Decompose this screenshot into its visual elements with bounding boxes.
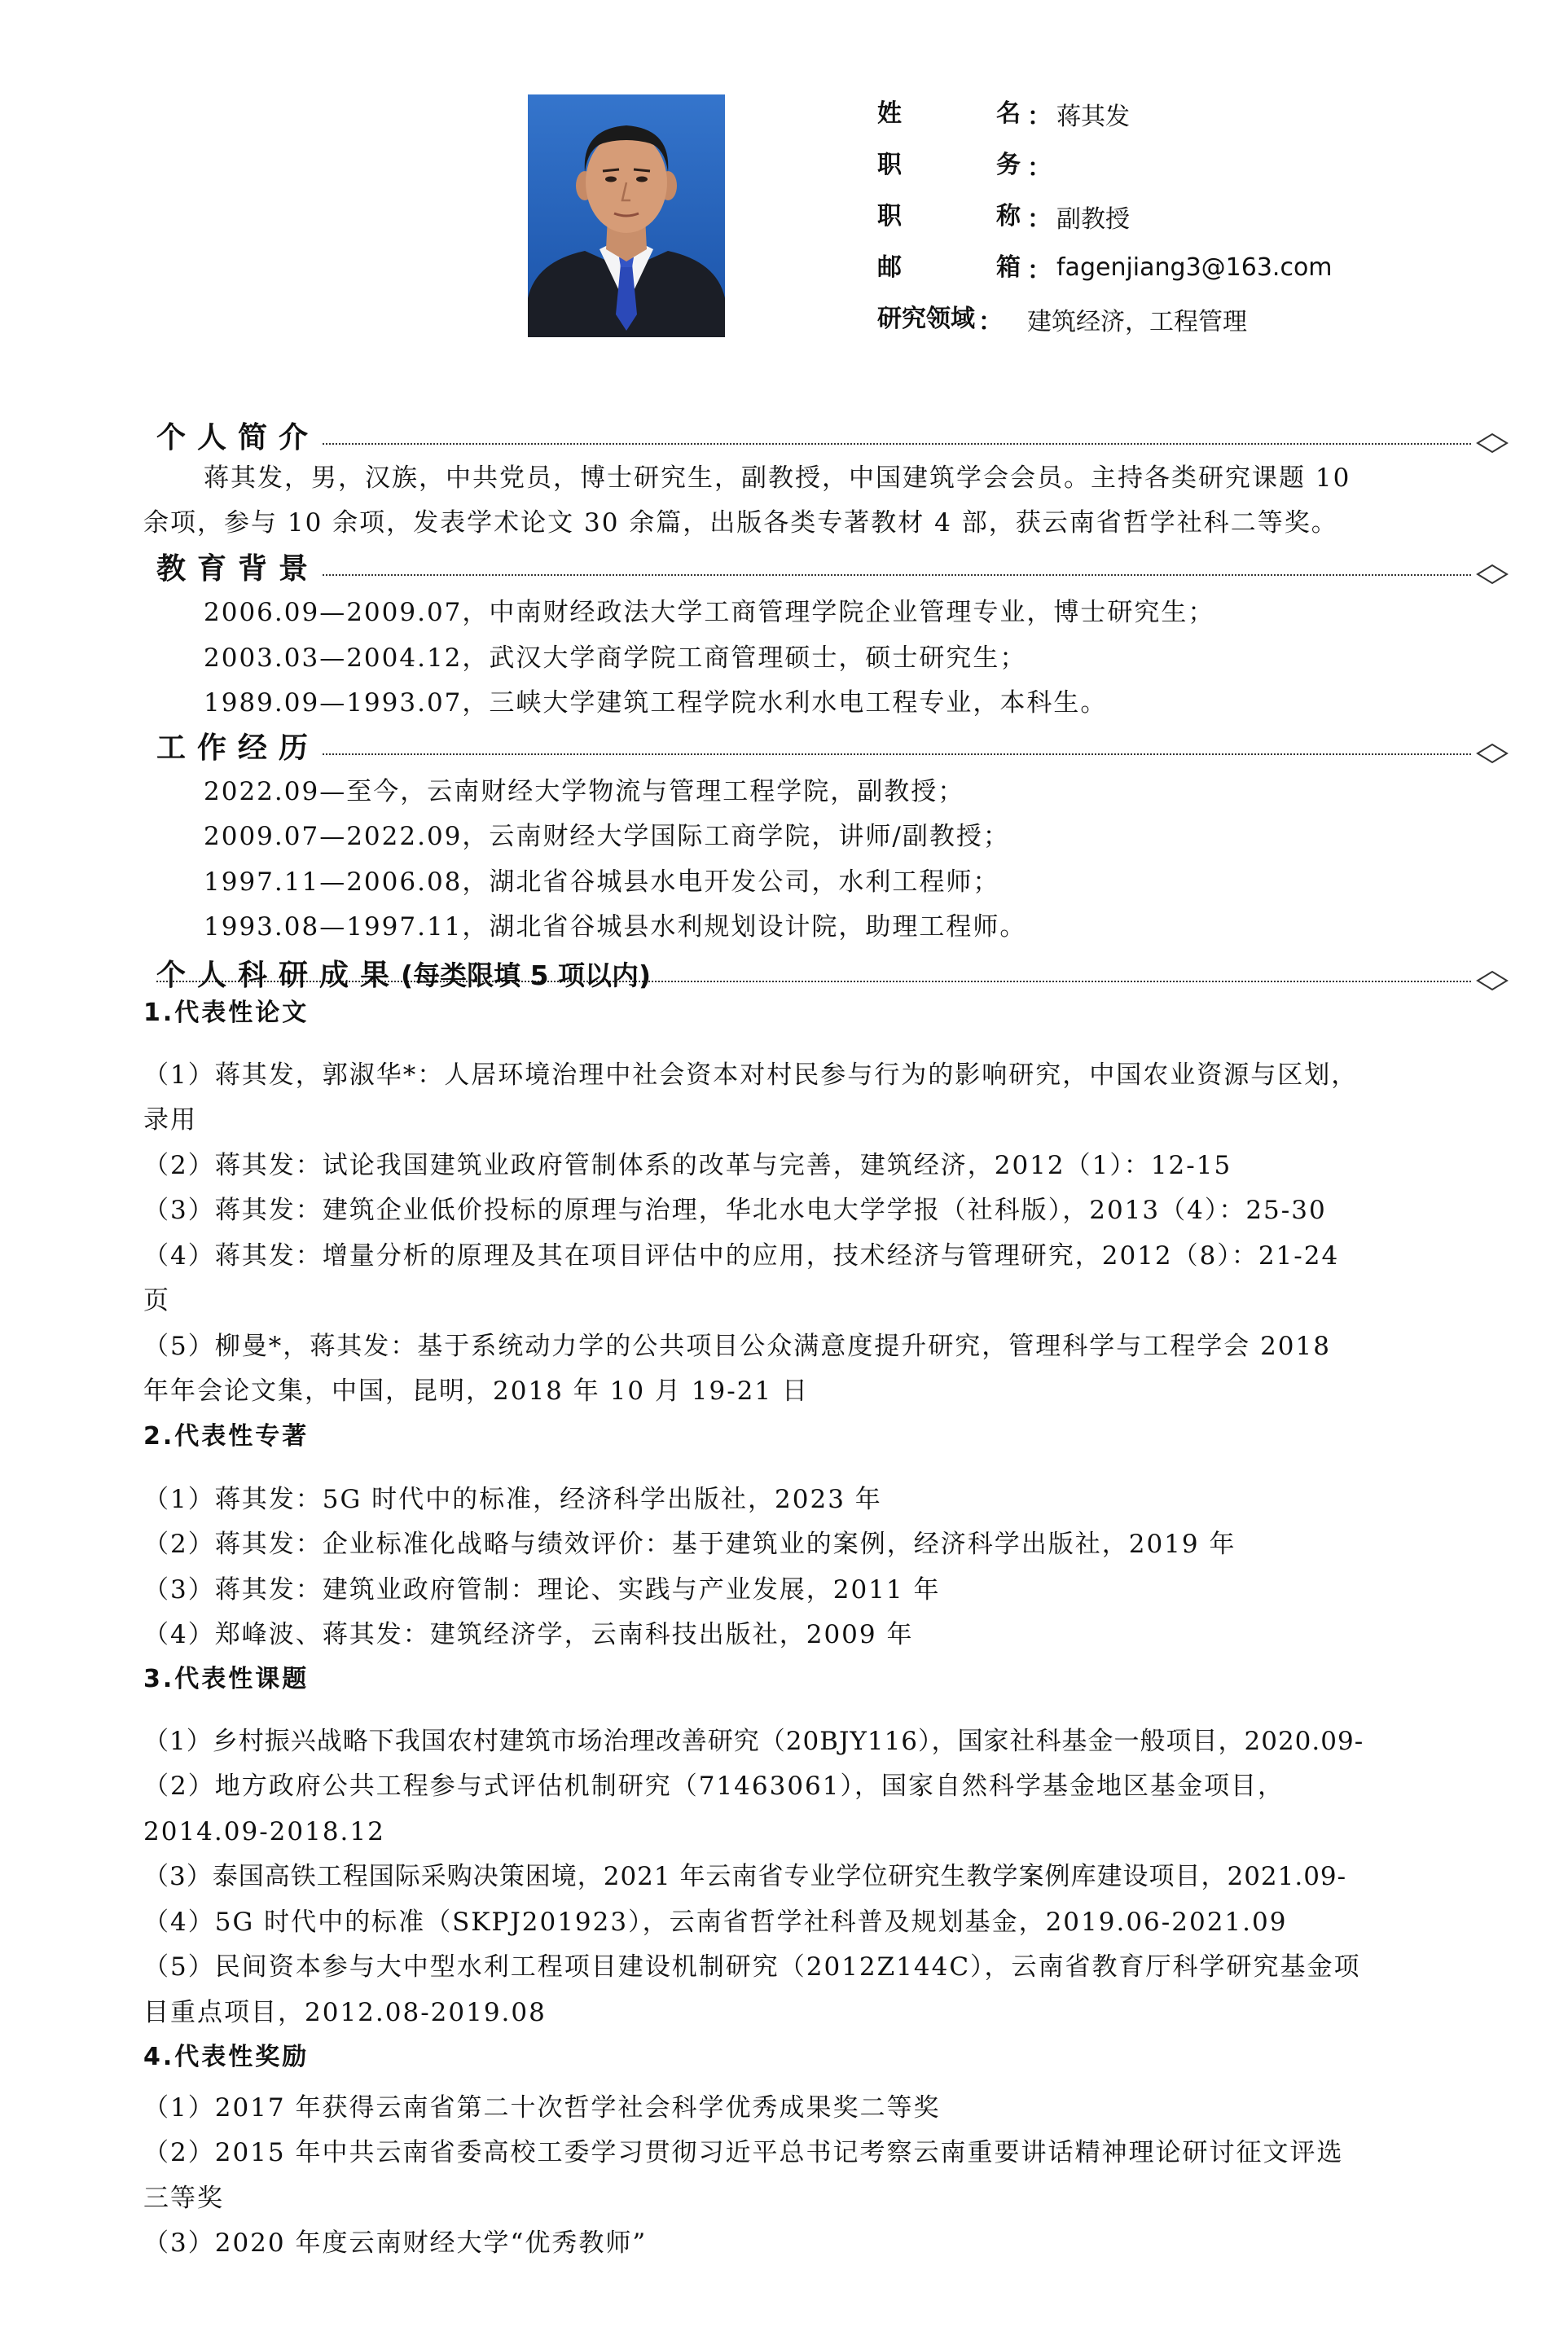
dotted-divider — [156, 753, 1471, 755]
name-label — [877, 98, 1024, 130]
diamond-icon — [1476, 743, 1509, 764]
title-label-char-2: 称 — [996, 201, 1021, 231]
books-subtitle: 2.代表性专著 — [143, 1422, 310, 1451]
section-research-title — [156, 958, 651, 994]
email-value[interactable]: fagenjiang3@163.com — [1056, 253, 1333, 282]
section-research-title-text: 个人科研成果 — [156, 959, 402, 992]
paper-line-1: （1）蒋其发，郭淑华*：人居环境治理中社会资本对村民参与行为的影响研究，中国农业资源与区划， — [143, 1060, 1359, 1090]
colon: ： — [1027, 153, 1052, 182]
work-line-2: 2009.07—2022.09，云南财经大学国际工商学院，讲师/副教授； — [204, 822, 1010, 851]
work-line-1: 2022.09—至今，云南财经大学物流与管理工程学院，副教授； — [204, 777, 965, 806]
award-line-1: （1）2017 年获得云南省第二十次哲学社会科学优秀成果奖二等奖 — [143, 2093, 941, 2123]
projects-subtitle: 3.代表性课题 — [143, 1665, 310, 1693]
title-value: 副教授 — [1056, 204, 1130, 234]
email-label-char-2: 箱 — [996, 252, 1021, 282]
section-research-heading — [156, 958, 1509, 994]
project-line-4: （3）泰国高铁工程国际采购决策困境，2021 年云南省专业学位研究生教学案例库建设项目，2021.09- — [143, 1862, 1347, 1891]
book-line-2: （2）蒋其发：企业标准化战略与绩效评价：基于建筑业的案例，经济科学出版社，2019 年 — [143, 1530, 1236, 1559]
colon: ： — [978, 307, 1003, 336]
section-work-heading — [156, 731, 1509, 766]
position-label-char-2: 务 — [996, 150, 1021, 179]
section-education-title: 教育背景 — [156, 551, 323, 587]
project-line-7: 目重点项目，2012.08-2019.08 — [143, 1998, 547, 2027]
book-line-3: （3）蒋其发：建筑业政府管制：理论、实践与产业发展，2011 年 — [143, 1575, 941, 1605]
diamond-icon — [1476, 432, 1509, 454]
book-line-4: （4）郑峰波、蒋其发：建筑经济学，云南科技出版社，2009 年 — [143, 1620, 914, 1649]
paper-line-7: （5）柳曼*，蒋其发：基于系统动力学的公共项目公众满意度提升研究，管理科学与工程学会 2018 — [143, 1332, 1331, 1361]
colon: ： — [1027, 102, 1052, 131]
email-label — [877, 252, 1024, 284]
project-line-5: （4）5G 时代中的标准（SKPJ201923），云南省哲学社科普及规划基金，2019.06-2021.09 — [143, 1908, 1288, 1937]
work-line-3: 1997.11—2006.08，湖北省谷城县水电开发公司，水利工程师； — [204, 867, 1000, 897]
section-intro-heading — [156, 420, 1509, 456]
section-intro-title: 个人简介 — [156, 420, 323, 456]
name-row — [877, 88, 1496, 139]
position-label — [877, 149, 1024, 182]
colon: ： — [1027, 256, 1052, 285]
award-line-2: （2）2015 年中共云南省委高校工委学习贯彻习近平总书记考察云南重要讲话精神理论研讨征文评选 — [143, 2138, 1344, 2167]
award-line-4: （3）2020 年度云南财经大学“优秀教师” — [143, 2228, 648, 2258]
name-label-char-2: 名 — [996, 99, 1021, 128]
profile-info — [877, 88, 1496, 345]
education-line-2: 2003.03—2004.12，武汉大学商学院工商管理硕士，硕士研究生； — [204, 643, 1027, 673]
section-research-note: (每类限填 5 项以内) — [401, 959, 652, 991]
section-education-heading — [156, 551, 1509, 587]
education-line-3: 1989.09—1993.07，三峡大学建筑工程学院水利水电工程专业，本科生。 — [204, 688, 1108, 718]
project-line-2: （2）地方政府公共工程参与式评估机制研究（71463061），国家自然科学基金地区基金项目， — [143, 1772, 1285, 1801]
paper-line-3: （2）蒋其发：试论我国建筑业政府管制体系的改革与完善，建筑经济，2012（1）：12-15 — [143, 1151, 1232, 1180]
name-value: 蒋其发 — [1056, 102, 1130, 131]
dotted-divider — [156, 574, 1471, 576]
diamond-icon — [1476, 564, 1509, 585]
email-label-char-1: 邮 — [877, 252, 902, 282]
position-row — [877, 139, 1496, 191]
field-value: 建筑经济，工程管理 — [1027, 307, 1247, 336]
paper-line-4: （3）蒋其发：建筑企业低价投标的原理与治理，华北水电大学学报（社科版），2013（4）：25-30 — [143, 1196, 1327, 1225]
paper-line-2: 录用 — [143, 1105, 197, 1135]
awards-subtitle: 4.代表性奖励 — [143, 2043, 310, 2071]
intro-line-1: 蒋其发，男，汉族，中共党员，博士研究生，副教授，中国建筑学会会员。主持各类研究课题 10 — [204, 463, 1351, 493]
field-row — [877, 293, 1496, 345]
paper-line-8: 年年会论文集，中国，昆明，2018 年 10 月 19-21 日 — [143, 1376, 809, 1406]
book-line-1: （1）蒋其发：5G 时代中的标准，经济科学出版社，2023 年 — [143, 1485, 882, 1514]
education-line-1: 2006.09—2009.07，中南财经政法大学工商管理学院企业管理专业，博士研究生； — [204, 598, 1215, 627]
diamond-icon — [1476, 970, 1509, 991]
work-line-4: 1993.08—1997.11，湖北省谷城县水利规划设计院，助理工程师。 — [204, 912, 1027, 942]
portrait-illustration — [528, 94, 725, 337]
dotted-divider — [156, 443, 1471, 445]
intro-line-2: 余项，参与 10 余项，发表学术论文 30 余篇，出版各类专著教材 4 部，获云南省哲学社科二等奖。 — [143, 508, 1338, 538]
project-line-3: 2014.09-2018.12 — [143, 1817, 385, 1846]
project-line-1: （1）乡村振兴战略下我国农村建筑市场治理改善研究（20BJY116），国家社科基金一般项目，2020.09- — [143, 1727, 1364, 1756]
award-line-3: 三等奖 — [143, 2184, 224, 2213]
title-label — [877, 200, 1024, 233]
field-label: 研究领域 — [877, 304, 975, 333]
colon: ： — [1027, 204, 1052, 234]
name-label-char-1: 姓 — [877, 99, 902, 128]
paper-line-6: 页 — [143, 1286, 170, 1315]
position-label-char-1: 职 — [877, 150, 902, 179]
title-label-char-1: 职 — [877, 201, 902, 231]
email-row — [877, 242, 1496, 293]
profile-photo — [528, 94, 725, 337]
paper-line-5: （4）蒋其发：增量分析的原理及其在项目评估中的应用，技术经济与管理研究，2012（8）：21-24 — [143, 1241, 1340, 1271]
title-row — [877, 191, 1496, 242]
papers-subtitle: 1.代表性论文 — [143, 999, 310, 1027]
project-line-6: （5）民间资本参与大中型水利工程项目建设机制研究（2012Z144C），云南省教育厅科学研究基金项 — [143, 1952, 1361, 1982]
section-work-title: 工作经历 — [156, 731, 323, 766]
